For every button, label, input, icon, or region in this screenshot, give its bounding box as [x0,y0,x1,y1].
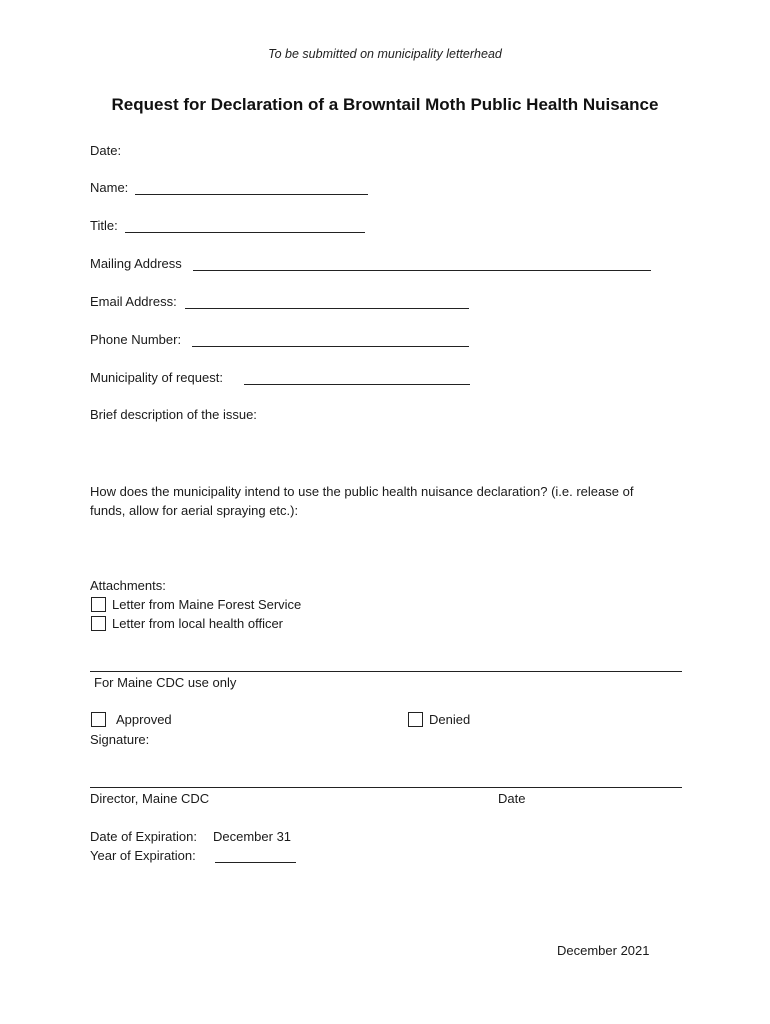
name-field[interactable] [135,194,368,195]
denied-checkbox[interactable] [408,712,423,727]
forest-service-letter-label: Letter from Maine Forest Service [112,597,302,612]
mailing-address-field[interactable] [193,270,651,271]
date-label: Date: [90,143,122,158]
signature-date-label: Date [498,791,526,806]
approved-label: Approved [116,712,172,727]
denied-label: Denied [429,712,471,727]
cdc-section-divider [90,671,682,672]
intent-question-line2: funds, allow for aerial spraying etc.): [90,503,299,518]
phone-label: Phone Number: [90,332,182,347]
footer-date: December 2021 [557,943,650,958]
letterhead-note: To be submitted on municipality letterhead [268,47,502,61]
phone-field[interactable] [192,346,469,347]
attachments-label: Attachments: [90,578,166,593]
approved-checkbox[interactable] [91,712,106,727]
intent-question-line1: How does the municipality intend to use the public health nuisance declaration? (i.e. release of [90,484,634,499]
cdc-section-heading: For Maine CDC use only [94,675,237,690]
email-field[interactable] [185,308,469,309]
description-label: Brief description of the issue: [90,407,257,422]
forest-service-letter-checkbox[interactable] [91,597,106,612]
expiration-year-label: Year of Expiration: [90,848,196,863]
expiration-date-value: December 31 [213,829,292,844]
title-field[interactable] [125,232,365,233]
signature-label: Signature: [90,732,150,747]
municipality-label: Municipality of request: [90,370,223,385]
mailing-address-label: Mailing Address [90,256,182,271]
email-label: Email Address: [90,294,177,309]
title-label: Title: [90,218,118,233]
name-label: Name: [90,180,129,195]
health-officer-letter-label: Letter from local health officer [112,616,284,631]
form-title: Request for Declaration of a Browntail Moth Public Health Nuisance [111,95,659,114]
expiration-year-field[interactable] [215,862,296,863]
director-label: Director, Maine CDC [90,791,210,806]
health-officer-letter-checkbox[interactable] [91,616,106,631]
signature-line[interactable] [90,787,682,788]
expiration-date-label: Date of Expiration: [90,829,197,844]
municipality-field[interactable] [244,384,470,385]
